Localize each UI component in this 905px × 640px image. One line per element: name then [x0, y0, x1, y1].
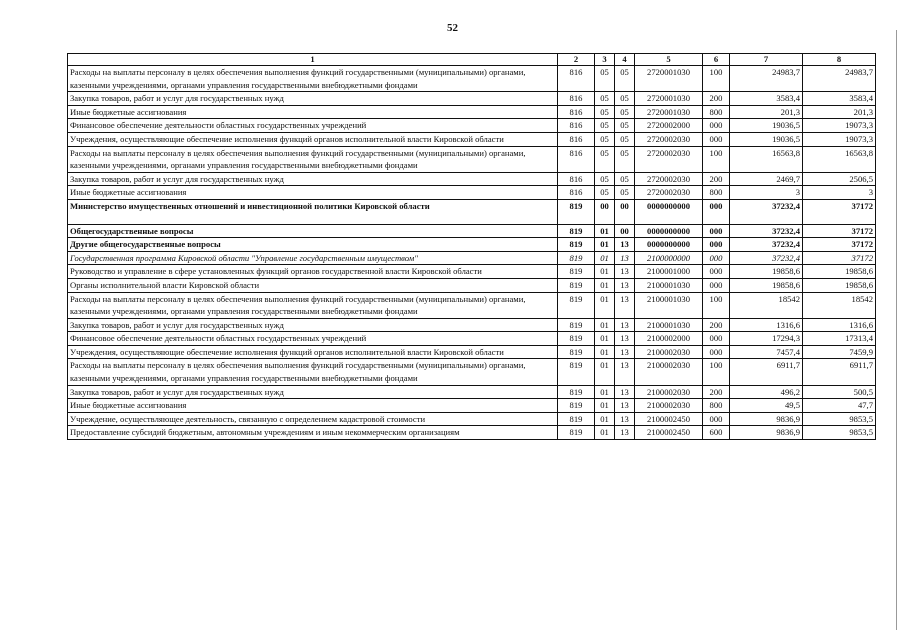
cell-subsection: 05 [615, 172, 635, 186]
cell-amount-1: 19036,5 [730, 132, 803, 146]
table-row [68, 318, 876, 332]
cell-name: Закупка товаров, работ и услуг для государственных нужд [68, 318, 558, 332]
cell-grbs: 819 [558, 399, 595, 413]
header-cell-3: 3 [595, 54, 615, 66]
cell-grbs: 819 [558, 359, 595, 385]
cell-grbs: 819 [558, 292, 595, 318]
cell-grbs: 816 [558, 172, 595, 186]
cell-amount-1: 37232,4 [730, 238, 803, 252]
cell-name: Органы исполнительной власти Кировской области [68, 278, 558, 292]
cell-amount-1: 9836,9 [730, 426, 803, 440]
table-row [68, 92, 876, 106]
cell-target-article: 2720001030 [635, 105, 703, 119]
cell-amount-2: 500,5 [803, 385, 876, 399]
cell-grbs: 816 [558, 132, 595, 146]
cell-name: Финансовое обеспечение деятельности областных государственных учреждений [68, 332, 558, 346]
cell-grbs: 819 [558, 385, 595, 399]
table-row [68, 251, 876, 265]
cell-name: Расходы на выплаты персоналу в целях обеспечения выполнения функций государственными (муниципальными) органами, казенными учреждениями, органами управления государственными внебюджетными фондами [68, 292, 558, 318]
cell-target-article: 2100001030 [635, 278, 703, 292]
cell-name: Государственная программа Кировской области "Управление государственным имуществом" [68, 251, 558, 265]
cell-name: Предоставление субсидий бюджетным, автономным учреждениям и иным некоммерческим организациям [68, 426, 558, 440]
cell-amount-2: 7459,9 [803, 345, 876, 359]
cell-target-article: 0000000000 [635, 224, 703, 238]
cell-target-article: 2720001030 [635, 92, 703, 106]
cell-subsection: 13 [615, 238, 635, 252]
cell-subsection: 05 [615, 119, 635, 133]
cell-name: Учреждение, осуществляющее деятельность, связанную с определением кадастровой стоимости [68, 412, 558, 426]
cell-amount-2: 18542 [803, 292, 876, 318]
cell-amount-2: 9853,5 [803, 426, 876, 440]
cell-section: 05 [595, 186, 615, 200]
cell-expense-type: 200 [703, 172, 730, 186]
cell-amount-2: 3583,4 [803, 92, 876, 106]
cell-amount-2: 47,7 [803, 399, 876, 413]
cell-amount-1: 37232,4 [730, 199, 803, 224]
cell-amount-1: 3583,4 [730, 92, 803, 106]
cell-expense-type: 000 [703, 251, 730, 265]
cell-amount-1: 37232,4 [730, 224, 803, 238]
cell-expense-type: 200 [703, 92, 730, 106]
cell-amount-1: 1316,6 [730, 318, 803, 332]
cell-amount-2: 37172 [803, 238, 876, 252]
cell-name: Другие общегосударственные вопросы [68, 238, 558, 252]
cell-amount-1: 7457,4 [730, 345, 803, 359]
cell-amount-1: 19036,5 [730, 119, 803, 133]
cell-grbs: 816 [558, 105, 595, 119]
cell-name: Закупка товаров, работ и услуг для государственных нужд [68, 385, 558, 399]
cell-section: 01 [595, 292, 615, 318]
cell-amount-1: 16563,8 [730, 146, 803, 172]
cell-amount-1: 3 [730, 186, 803, 200]
table-row [68, 66, 876, 92]
cell-section: 01 [595, 359, 615, 385]
budget-table-body [68, 54, 876, 440]
cell-grbs: 819 [558, 238, 595, 252]
table-row [68, 399, 876, 413]
cell-section: 01 [595, 278, 615, 292]
cell-expense-type: 000 [703, 238, 730, 252]
cell-amount-2: 19073,3 [803, 132, 876, 146]
cell-subsection: 13 [615, 385, 635, 399]
cell-amount-1: 201,3 [730, 105, 803, 119]
cell-name: Руководство и управление в сфере установленных функций органов государственной власти Кировской области [68, 265, 558, 279]
cell-section: 01 [595, 318, 615, 332]
cell-amount-1: 9836,9 [730, 412, 803, 426]
cell-section: 00 [595, 199, 615, 224]
cell-subsection: 13 [615, 332, 635, 346]
cell-name: Общегосударственные вопросы [68, 224, 558, 238]
cell-subsection: 13 [615, 292, 635, 318]
table-row [68, 172, 876, 186]
cell-expense-type: 000 [703, 345, 730, 359]
cell-name: Финансовое обеспечение деятельности областных государственных учреждений [68, 119, 558, 133]
cell-expense-type: 200 [703, 385, 730, 399]
cell-subsection: 13 [615, 412, 635, 426]
table-row [68, 292, 876, 318]
cell-section: 05 [595, 105, 615, 119]
cell-grbs: 816 [558, 92, 595, 106]
cell-amount-2: 19073,3 [803, 119, 876, 133]
page-number: 52 [447, 22, 458, 34]
cell-target-article: 0000000000 [635, 199, 703, 224]
cell-expense-type: 000 [703, 132, 730, 146]
cell-section: 01 [595, 426, 615, 440]
cell-name: Расходы на выплаты персоналу в целях обеспечения выполнения функций государственными (муниципальными) органами, казенными учреждениями, органами управления государственными внебюджетными фондами [68, 146, 558, 172]
cell-name: Иные бюджетные ассигнования [68, 399, 558, 413]
cell-name: Министерство имущественных отношений и инвестиционной политики Кировской области [68, 199, 558, 224]
cell-grbs: 816 [558, 186, 595, 200]
scan-edge-line [896, 30, 897, 630]
cell-subsection: 05 [615, 66, 635, 92]
cell-grbs: 819 [558, 332, 595, 346]
cell-amount-2: 16563,8 [803, 146, 876, 172]
cell-target-article: 2720002030 [635, 172, 703, 186]
cell-subsection: 13 [615, 426, 635, 440]
cell-name: Закупка товаров, работ и услуг для государственных нужд [68, 92, 558, 106]
cell-grbs: 819 [558, 224, 595, 238]
cell-target-article: 2100002030 [635, 399, 703, 413]
cell-subsection: 13 [615, 251, 635, 265]
cell-subsection: 13 [615, 345, 635, 359]
cell-target-article: 2100002000 [635, 332, 703, 346]
cell-expense-type: 000 [703, 278, 730, 292]
cell-section: 01 [595, 345, 615, 359]
cell-expense-type: 000 [703, 119, 730, 133]
cell-target-article: 2720002030 [635, 146, 703, 172]
cell-name: Расходы на выплаты персоналу в целях обеспечения выполнения функций государственными (муниципальными) органами, казенными учреждениями, органами управления государственными внебюджетными фондами [68, 66, 558, 92]
table-row [68, 385, 876, 399]
cell-target-article: 2720001030 [635, 66, 703, 92]
cell-section: 01 [595, 332, 615, 346]
cell-section: 01 [595, 399, 615, 413]
cell-grbs: 819 [558, 412, 595, 426]
cell-amount-2: 24983,7 [803, 66, 876, 92]
cell-expense-type: 000 [703, 199, 730, 224]
cell-section: 05 [595, 172, 615, 186]
cell-name: Учреждения, осуществляющие обеспечение исполнения функций органов исполнительной власти Кировской области [68, 345, 558, 359]
table-row [68, 238, 876, 252]
cell-section: 05 [595, 66, 615, 92]
cell-target-article: 2100002450 [635, 426, 703, 440]
cell-subsection: 00 [615, 199, 635, 224]
cell-subsection: 05 [615, 132, 635, 146]
cell-amount-2: 37172 [803, 199, 876, 224]
cell-expense-type: 100 [703, 66, 730, 92]
table-row [68, 332, 876, 346]
cell-subsection: 13 [615, 278, 635, 292]
cell-subsection: 00 [615, 224, 635, 238]
cell-target-article: 2720002030 [635, 132, 703, 146]
header-cell-4: 4 [615, 54, 635, 66]
table-row [68, 412, 876, 426]
cell-expense-type: 000 [703, 265, 730, 279]
cell-expense-type: 800 [703, 105, 730, 119]
cell-section: 01 [595, 251, 615, 265]
budget-table [67, 53, 876, 440]
cell-subsection: 13 [615, 265, 635, 279]
table-row [68, 132, 876, 146]
cell-expense-type: 000 [703, 332, 730, 346]
cell-amount-1: 18542 [730, 292, 803, 318]
header-cell-6: 6 [703, 54, 730, 66]
cell-grbs: 819 [558, 278, 595, 292]
cell-amount-2: 37172 [803, 251, 876, 265]
cell-name: Учреждения, осуществляющие обеспечение исполнения функций органов исполнительной власти Кировской области [68, 132, 558, 146]
table-row [68, 359, 876, 385]
header-cell-2: 2 [558, 54, 595, 66]
table-row [68, 265, 876, 279]
cell-subsection: 13 [615, 359, 635, 385]
cell-amount-2: 6911,7 [803, 359, 876, 385]
cell-section: 05 [595, 146, 615, 172]
cell-amount-1: 496,2 [730, 385, 803, 399]
cell-amount-1: 17294,3 [730, 332, 803, 346]
table-row [68, 199, 876, 224]
header-cell-1: 1 [68, 54, 558, 66]
cell-grbs: 816 [558, 119, 595, 133]
cell-target-article: 2720002000 [635, 119, 703, 133]
cell-section: 05 [595, 92, 615, 106]
cell-target-article: 2100001030 [635, 318, 703, 332]
cell-section: 05 [595, 119, 615, 133]
cell-expense-type: 200 [703, 318, 730, 332]
cell-grbs: 819 [558, 426, 595, 440]
header-cell-8: 8 [803, 54, 876, 66]
cell-amount-2: 19858,6 [803, 278, 876, 292]
cell-expense-type: 100 [703, 146, 730, 172]
cell-amount-1: 49,5 [730, 399, 803, 413]
cell-expense-type: 100 [703, 292, 730, 318]
cell-grbs: 816 [558, 66, 595, 92]
cell-expense-type: 600 [703, 426, 730, 440]
cell-section: 01 [595, 224, 615, 238]
cell-subsection: 13 [615, 318, 635, 332]
header-cell-5: 5 [635, 54, 703, 66]
cell-target-article: 2100002030 [635, 345, 703, 359]
cell-expense-type: 000 [703, 412, 730, 426]
cell-amount-1: 2469,7 [730, 172, 803, 186]
cell-grbs: 819 [558, 345, 595, 359]
cell-amount-1: 37232,4 [730, 251, 803, 265]
cell-name: Закупка товаров, работ и услуг для государственных нужд [68, 172, 558, 186]
cell-section: 05 [595, 132, 615, 146]
cell-amount-2: 19858,6 [803, 265, 876, 279]
cell-grbs: 816 [558, 146, 595, 172]
cell-subsection: 05 [615, 105, 635, 119]
table-row [68, 426, 876, 440]
cell-amount-2: 1316,6 [803, 318, 876, 332]
table-row [68, 345, 876, 359]
cell-amount-1: 6911,7 [730, 359, 803, 385]
cell-amount-1: 24983,7 [730, 66, 803, 92]
cell-amount-1: 19858,6 [730, 265, 803, 279]
cell-amount-2: 17313,4 [803, 332, 876, 346]
cell-target-article: 2100000000 [635, 251, 703, 265]
table-row [68, 146, 876, 172]
cell-subsection: 05 [615, 186, 635, 200]
cell-subsection: 05 [615, 92, 635, 106]
cell-name: Иные бюджетные ассигнования [68, 105, 558, 119]
cell-section: 01 [595, 412, 615, 426]
cell-grbs: 819 [558, 199, 595, 224]
cell-amount-2: 201,3 [803, 105, 876, 119]
cell-subsection: 13 [615, 399, 635, 413]
cell-amount-2: 9853,5 [803, 412, 876, 426]
cell-grbs: 819 [558, 265, 595, 279]
cell-target-article: 2100002030 [635, 385, 703, 399]
cell-target-article: 2100001030 [635, 292, 703, 318]
table-row [68, 278, 876, 292]
cell-name: Иные бюджетные ассигнования [68, 186, 558, 200]
cell-expense-type: 100 [703, 359, 730, 385]
cell-target-article: 2100002030 [635, 359, 703, 385]
cell-grbs: 819 [558, 251, 595, 265]
cell-expense-type: 000 [703, 224, 730, 238]
cell-subsection: 05 [615, 146, 635, 172]
table-row [68, 186, 876, 200]
cell-target-article: 0000000000 [635, 238, 703, 252]
table-row [68, 224, 876, 238]
cell-target-article: 2100002450 [635, 412, 703, 426]
table-row [68, 119, 876, 133]
cell-amount-2: 3 [803, 186, 876, 200]
cell-target-article: 2720002030 [635, 186, 703, 200]
cell-amount-1: 19858,6 [730, 278, 803, 292]
cell-expense-type: 800 [703, 399, 730, 413]
cell-amount-2: 2506,5 [803, 172, 876, 186]
cell-grbs: 819 [558, 318, 595, 332]
table-header-row [68, 54, 876, 66]
table-row [68, 105, 876, 119]
cell-name: Расходы на выплаты персоналу в целях обеспечения выполнения функций государственными (муниципальными) органами, казенными учреждениями, органами управления государственными внебюджетными фондами [68, 359, 558, 385]
cell-expense-type: 800 [703, 186, 730, 200]
cell-section: 01 [595, 238, 615, 252]
cell-target-article: 2100001000 [635, 265, 703, 279]
header-cell-7: 7 [730, 54, 803, 66]
cell-section: 01 [595, 265, 615, 279]
cell-amount-2: 37172 [803, 224, 876, 238]
cell-section: 01 [595, 385, 615, 399]
